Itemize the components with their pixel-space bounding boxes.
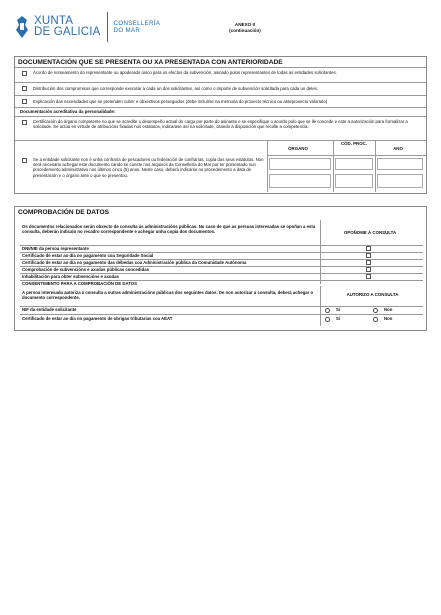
oppose-checkbox-3[interactable] [366, 260, 371, 265]
checkbox-item4[interactable] [22, 120, 27, 125]
conselleria-wordmark: CONSELLERÍA DO MAR [113, 19, 161, 34]
column-organ: ÓRGANO [288, 146, 308, 151]
consent1-yes-label: Si [336, 307, 341, 312]
year-input-1[interactable] [377, 158, 423, 170]
code-input-2[interactable] [335, 174, 373, 188]
oppose-checkbox-1[interactable] [366, 246, 371, 251]
year-input-2[interactable] [377, 174, 423, 188]
organ-input-2[interactable] [269, 174, 331, 188]
consent1-no-radio[interactable] [373, 308, 378, 313]
organ-input-1[interactable] [269, 158, 331, 170]
checkbox-item2[interactable] [22, 86, 27, 91]
oppose-checkbox-4[interactable] [366, 267, 371, 272]
authorize-header: AUTORIZO A CONSULTA [346, 292, 399, 297]
item5-text: Se a entidade solicitante non é unha confraría de pescadores ou federación de confrarías, copia dos seus estatutos. Non será necesario achegar este documento cando se conste nos arquivos da Consellería do Mar por ter presentado nun procedemento administrativo nos últimos cinco (5) anos. Neste caso, deberá indicarse no procedemento a data de presentación e o órgano ante o que se presentou. [33, 157, 264, 178]
checkbox-item5[interactable] [22, 158, 27, 163]
consent2-yes-label: Si [336, 316, 341, 321]
logo [14, 10, 160, 44]
column-code: CÓD. PROC. [340, 141, 368, 146]
consent1-label: NIF da entidade solicitante [22, 307, 77, 312]
verification-intro: Os documentos relacionados serán obxecto de consulta ás administracións públicas. No caso de que as persoas interesadas se opoñan a esta consulta, deberán indicalo no recadro correspondente e achegar unha copia dos documentos. [22, 224, 316, 235]
check4-label: Comprobación de subvencións e axudas públicas concedidas [22, 267, 150, 272]
code-input-1[interactable] [335, 158, 373, 170]
subheading: Documentación acreditativa da personalidade: [20, 109, 116, 114]
consent2-label: Certificado de estar ao día no pagamento de obrigas tributarias coa AEAT [22, 316, 173, 321]
xunta-emblem-icon [14, 14, 30, 40]
annex-title: ANEXO II (continuación) [200, 22, 290, 34]
annex-subtitle: (continuación) [229, 28, 261, 33]
consent1-no-label: Non [384, 307, 393, 312]
oppose-header: OPOÑOME Á CONSULTA [343, 230, 397, 235]
oppose-checkbox-5[interactable] [366, 274, 371, 279]
consent-title: CONSENTIMENTO PARA A COMPROBACIÓN DE DATOS [22, 281, 137, 286]
column-year: ANO [393, 146, 403, 151]
item1-text: Acordo de nomeamento do representante ou apoderado único para os efectos da subvención, asinado polos representantes de todas as entidades solicitantes. [33, 70, 337, 75]
check1-label: DNI/NIE da persoa representante [22, 246, 89, 251]
section-title: DOCUMENTACIÓN QUE SE PRESENTA OU XA PRESENTADA CON ANTERIORIDADE [18, 59, 283, 66]
item4-text: Certificación do órgano competente no que se acredite o desempeño actual do cargo por parte do asinante e se especifique o acordo polo que se lle concede e este a autorización para formalizar a solicitude. Se actúa en virtude de atribucións fixadas nos estatutos, indicarase así na solicitude, citando a disposición que recolle a competencia. [33, 119, 408, 130]
check5-label: Inhabilitación para obter subvencións e axudas [22, 274, 119, 279]
consent1-yes-radio[interactable] [325, 308, 330, 313]
consent-text: A persoa interesada autoriza a consulta a outras administracións públicas dos seguintes datos. De non autorizar a consulta, deberá achegar o documento correspondente. [22, 290, 314, 301]
checkbox-item3[interactable] [22, 99, 27, 104]
item2-text: Distribución dos compromisos que corresponde executar a cada un dos solicitantes, así como o importe de subvención solicitada para cada un deles. [33, 86, 318, 91]
section-title-verification: COMPROBACIÓN DE DATOS [18, 209, 109, 216]
item3-text: Explicación das necesidades que se pretenden cubrir e obxectivos perseguidos (debe incluírse na memoria do proxecto técnico ou anteproxecto valorado) [33, 99, 328, 104]
checkbox-item1[interactable] [22, 71, 27, 76]
consent2-yes-radio[interactable] [325, 317, 330, 322]
check3-label: Certificado de estar ao día no pagamento das débedas coa Administración pública da Comunidade Autónoma [22, 260, 247, 265]
consent2-no-radio[interactable] [373, 317, 378, 322]
xunta-wordmark: XUNTA DE GALICIA [34, 15, 101, 38]
check2-label: Certificado de estar ao día no pagamento coa Seguridade Social [22, 253, 154, 258]
consent2-no-label: Non [384, 316, 393, 321]
oppose-checkbox-2[interactable] [366, 253, 371, 258]
